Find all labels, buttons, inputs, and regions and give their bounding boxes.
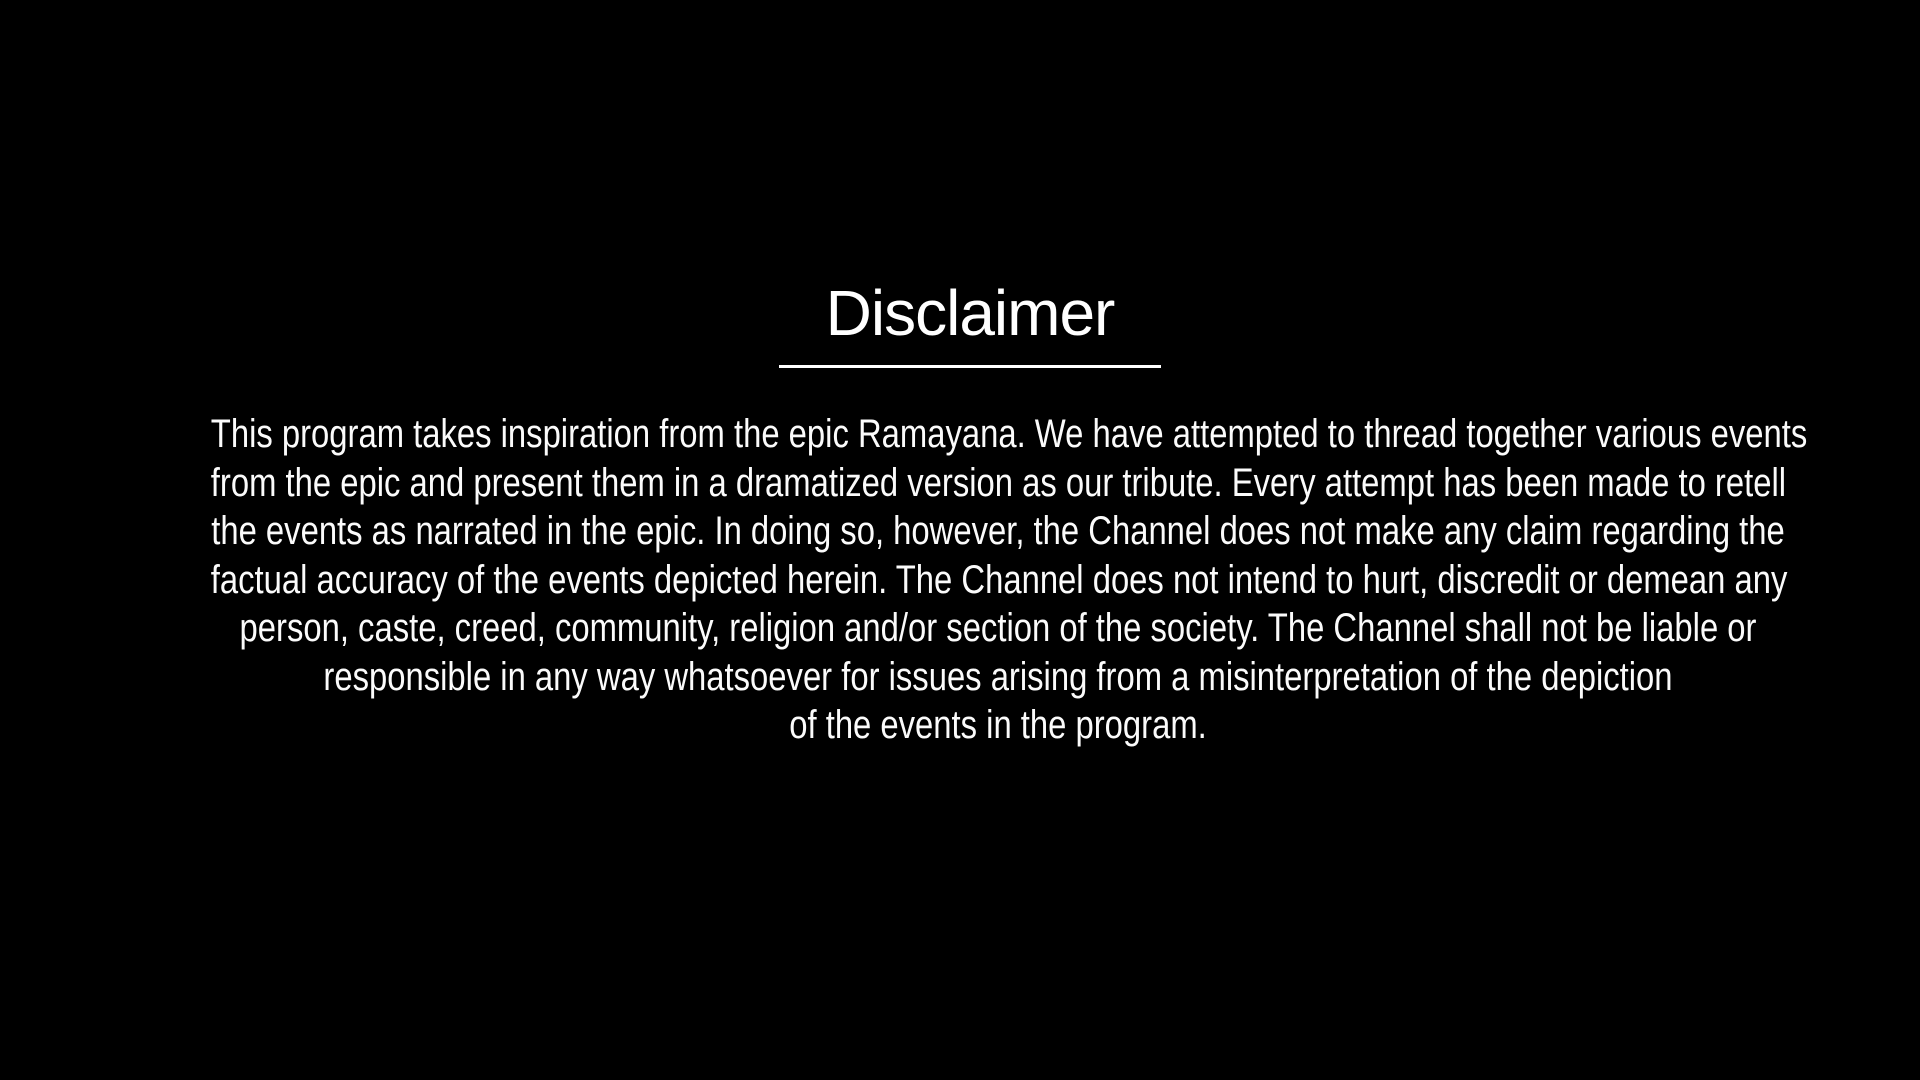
disclaimer-text	[210, 410, 1808, 750]
disclaimer-line: factual accuracy of the events depicted herein. The Channel does not intend to hurt, discredit or demean any	[210, 557, 1788, 602]
disclaimer-line: responsible in any way whatsoever for issues arising from a misinterpretation of the depiction	[323, 654, 1673, 699]
disclaimer-line: from the epic and present them in a dramatized version as our tribute. Every attempt has been made to retell	[210, 460, 1787, 505]
disclaimer-line: the events as narrated in the epic. In doing so, however, the Channel does not make any claim regarding the	[211, 509, 1785, 553]
disclaimer-title: Disclaimer	[825, 277, 1115, 349]
disclaimer-line: person, caste, creed, community, religion and/or section of the society. The Channel shall not be liable or	[239, 606, 1757, 650]
disclaimer-line: This program takes inspiration from the epic Ramayana. We have attempted to thread together various events	[210, 412, 1808, 456]
disclaimer-header	[10, 277, 1920, 368]
title-underline-rule	[779, 365, 1161, 368]
disclaimer-line: of the events in the program.	[789, 703, 1207, 747]
